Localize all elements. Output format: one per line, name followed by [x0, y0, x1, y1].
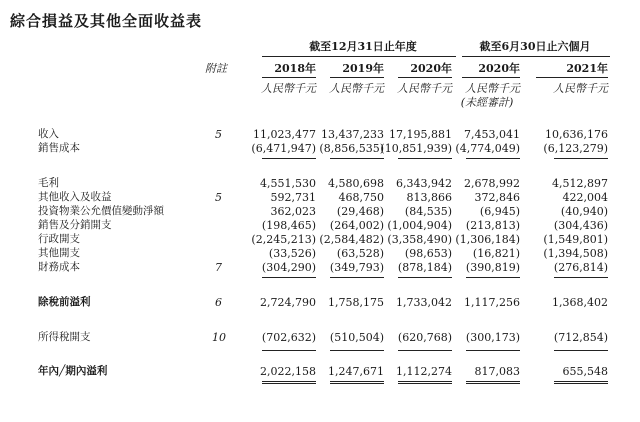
cell-value: 1,247,671 — [328, 365, 384, 378]
cell-value: (300,173) — [465, 331, 520, 344]
header-year-2020: 2020年 — [410, 62, 452, 75]
header-currency-5: 人民幣千元 — [553, 82, 608, 95]
cell-value: 817,083 — [474, 365, 520, 378]
cell-value: (198,465) — [261, 219, 316, 232]
cell-value: 362,023 — [270, 205, 316, 218]
row-note: 5 — [215, 191, 222, 204]
cell-value: 2,022,158 — [260, 365, 316, 378]
header-currency-4: 人民幣千元 — [465, 82, 520, 95]
header-year-rule-2 — [330, 77, 384, 78]
cell-value: (878,184) — [397, 261, 452, 274]
header-group-interim-rule — [462, 56, 610, 57]
row-label: 毛利 — [38, 177, 59, 189]
total-double-rule — [330, 381, 384, 384]
header-year-2021-h1: 2021年 — [566, 62, 608, 75]
statement-title: 綜合損益及其他全面收益表 — [10, 12, 203, 30]
header-currency-1: 人民幣千元 — [261, 82, 316, 95]
cell-value: (390,819) — [465, 261, 520, 274]
cell-value: 4,512,897 — [552, 177, 608, 190]
header-year-rule-4 — [462, 77, 520, 78]
row-note: 7 — [215, 261, 222, 274]
cell-value: (304,290) — [261, 261, 316, 274]
cell-value: 813,866 — [406, 191, 452, 204]
cell-value: 10,636,176 — [545, 128, 608, 141]
cell-value: (40,940) — [560, 205, 608, 218]
row-label: 投資物業公允價值變動淨額 — [38, 205, 164, 217]
cell-value: 7,453,041 — [464, 128, 520, 141]
cell-value: (6,123,279) — [543, 142, 608, 155]
cell-value: (304,436) — [553, 219, 608, 232]
cell-value: (1,004,904) — [387, 219, 452, 232]
cell-value: 13,437,233 — [321, 128, 384, 141]
cell-value: 1,112,274 — [396, 365, 452, 378]
total-double-rule — [262, 381, 316, 384]
total-double-rule — [398, 381, 452, 384]
row-label: 其他收入及收益 — [38, 191, 112, 203]
cell-value: (98,653) — [404, 247, 452, 260]
cell-value: 372,846 — [474, 191, 520, 204]
subtotal-rule — [262, 158, 316, 159]
header-note-label: 附註 — [205, 62, 227, 75]
subtotal-rule — [466, 158, 520, 159]
cell-value: (16,821) — [472, 247, 520, 260]
row-label: 收入 — [38, 128, 59, 140]
header-year-rule-5 — [536, 77, 608, 78]
cell-value: (6,471,947) — [251, 142, 316, 155]
subtotal-rule — [262, 350, 316, 351]
row-note: 5 — [215, 128, 222, 141]
subtotal-rule — [466, 277, 520, 278]
row-label: 所得稅開支 — [38, 331, 91, 343]
cell-value: 2,724,790 — [260, 296, 316, 309]
header-group-interim: 截至6月30日止六個月 — [479, 40, 591, 53]
subtotal-rule — [554, 277, 608, 278]
row-note: 10 — [212, 331, 226, 344]
subtotal-rule — [466, 350, 520, 351]
cell-value: (3,358,490) — [387, 233, 452, 246]
row-label: 銷售成本 — [38, 142, 80, 154]
subtotal-rule — [330, 350, 384, 351]
row-label: 財務成本 — [38, 261, 80, 273]
cell-value: (276,814) — [553, 261, 608, 274]
row-label: 除稅前溢利 — [38, 296, 91, 308]
cell-value: (349,793) — [329, 261, 384, 274]
cell-value: (8,856,535) — [319, 142, 384, 155]
subtotal-rule — [398, 158, 452, 159]
cell-value: 2,678,992 — [464, 177, 520, 190]
cell-value: (213,813) — [465, 219, 520, 232]
row-label: 銷售及分銷開支 — [38, 219, 112, 231]
row-label: 其他開支 — [38, 247, 80, 259]
cell-value: (2,245,213) — [251, 233, 316, 246]
row-label: 年內╱期內溢利 — [38, 365, 108, 377]
subtotal-rule — [398, 350, 452, 351]
row-label: 行政開支 — [38, 233, 80, 245]
subtotal-rule — [554, 158, 608, 159]
cell-value: (10,851,939) — [380, 142, 452, 155]
cell-value: (33,526) — [268, 247, 316, 260]
header-year-rule-3 — [398, 77, 452, 78]
cell-value: 422,004 — [562, 191, 608, 204]
cell-value: (6,945) — [479, 205, 520, 218]
cell-value: 1,758,175 — [328, 296, 384, 309]
subtotal-rule — [554, 350, 608, 351]
cell-value: (264,002) — [329, 219, 384, 232]
cell-value: (84,535) — [404, 205, 452, 218]
header-year-2018: 2018年 — [274, 62, 316, 75]
total-double-rule — [554, 381, 608, 384]
cell-value: 11,023,477 — [253, 128, 316, 141]
cell-value: (4,774,049) — [455, 142, 520, 155]
header-currency-3: 人民幣千元 — [397, 82, 452, 95]
cell-value: (2,584,482) — [319, 233, 384, 246]
cell-value: (620,768) — [397, 331, 452, 344]
cell-value: 17,195,881 — [389, 128, 452, 141]
cell-value: 655,548 — [562, 365, 608, 378]
cell-value: 1,117,256 — [464, 296, 520, 309]
header-year-2019: 2019年 — [342, 62, 384, 75]
cell-value: (29,468) — [336, 205, 384, 218]
cell-value: 592,731 — [270, 191, 316, 204]
cell-value: 1,368,402 — [552, 296, 608, 309]
total-double-rule — [466, 381, 520, 384]
cell-value: (1,306,184) — [455, 233, 520, 246]
cell-value: (510,504) — [329, 331, 384, 344]
cell-value: 4,551,530 — [260, 177, 316, 190]
header-currency-2: 人民幣千元 — [329, 82, 384, 95]
cell-value: (1,394,508) — [543, 247, 608, 260]
cell-value: 1,733,042 — [396, 296, 452, 309]
cell-value: (702,632) — [261, 331, 316, 344]
header-unaudited: (未經審計) — [460, 96, 514, 109]
subtotal-rule — [398, 277, 452, 278]
cell-value: 4,580,698 — [328, 177, 384, 190]
header-group-annual: 截至12月31日止年度 — [309, 40, 417, 53]
cell-value: (63,528) — [336, 247, 384, 260]
cell-value: (1,549,801) — [543, 233, 608, 246]
cell-value: (712,854) — [553, 331, 608, 344]
header-year-2020-h1: 2020年 — [478, 62, 520, 75]
cell-value: 6,343,942 — [396, 177, 452, 190]
subtotal-rule — [330, 277, 384, 278]
cell-value: 468,750 — [338, 191, 384, 204]
subtotal-rule — [330, 158, 384, 159]
row-note: 6 — [215, 296, 222, 309]
header-group-annual-rule — [262, 56, 456, 57]
header-year-rule-1 — [262, 77, 316, 78]
subtotal-rule — [262, 277, 316, 278]
